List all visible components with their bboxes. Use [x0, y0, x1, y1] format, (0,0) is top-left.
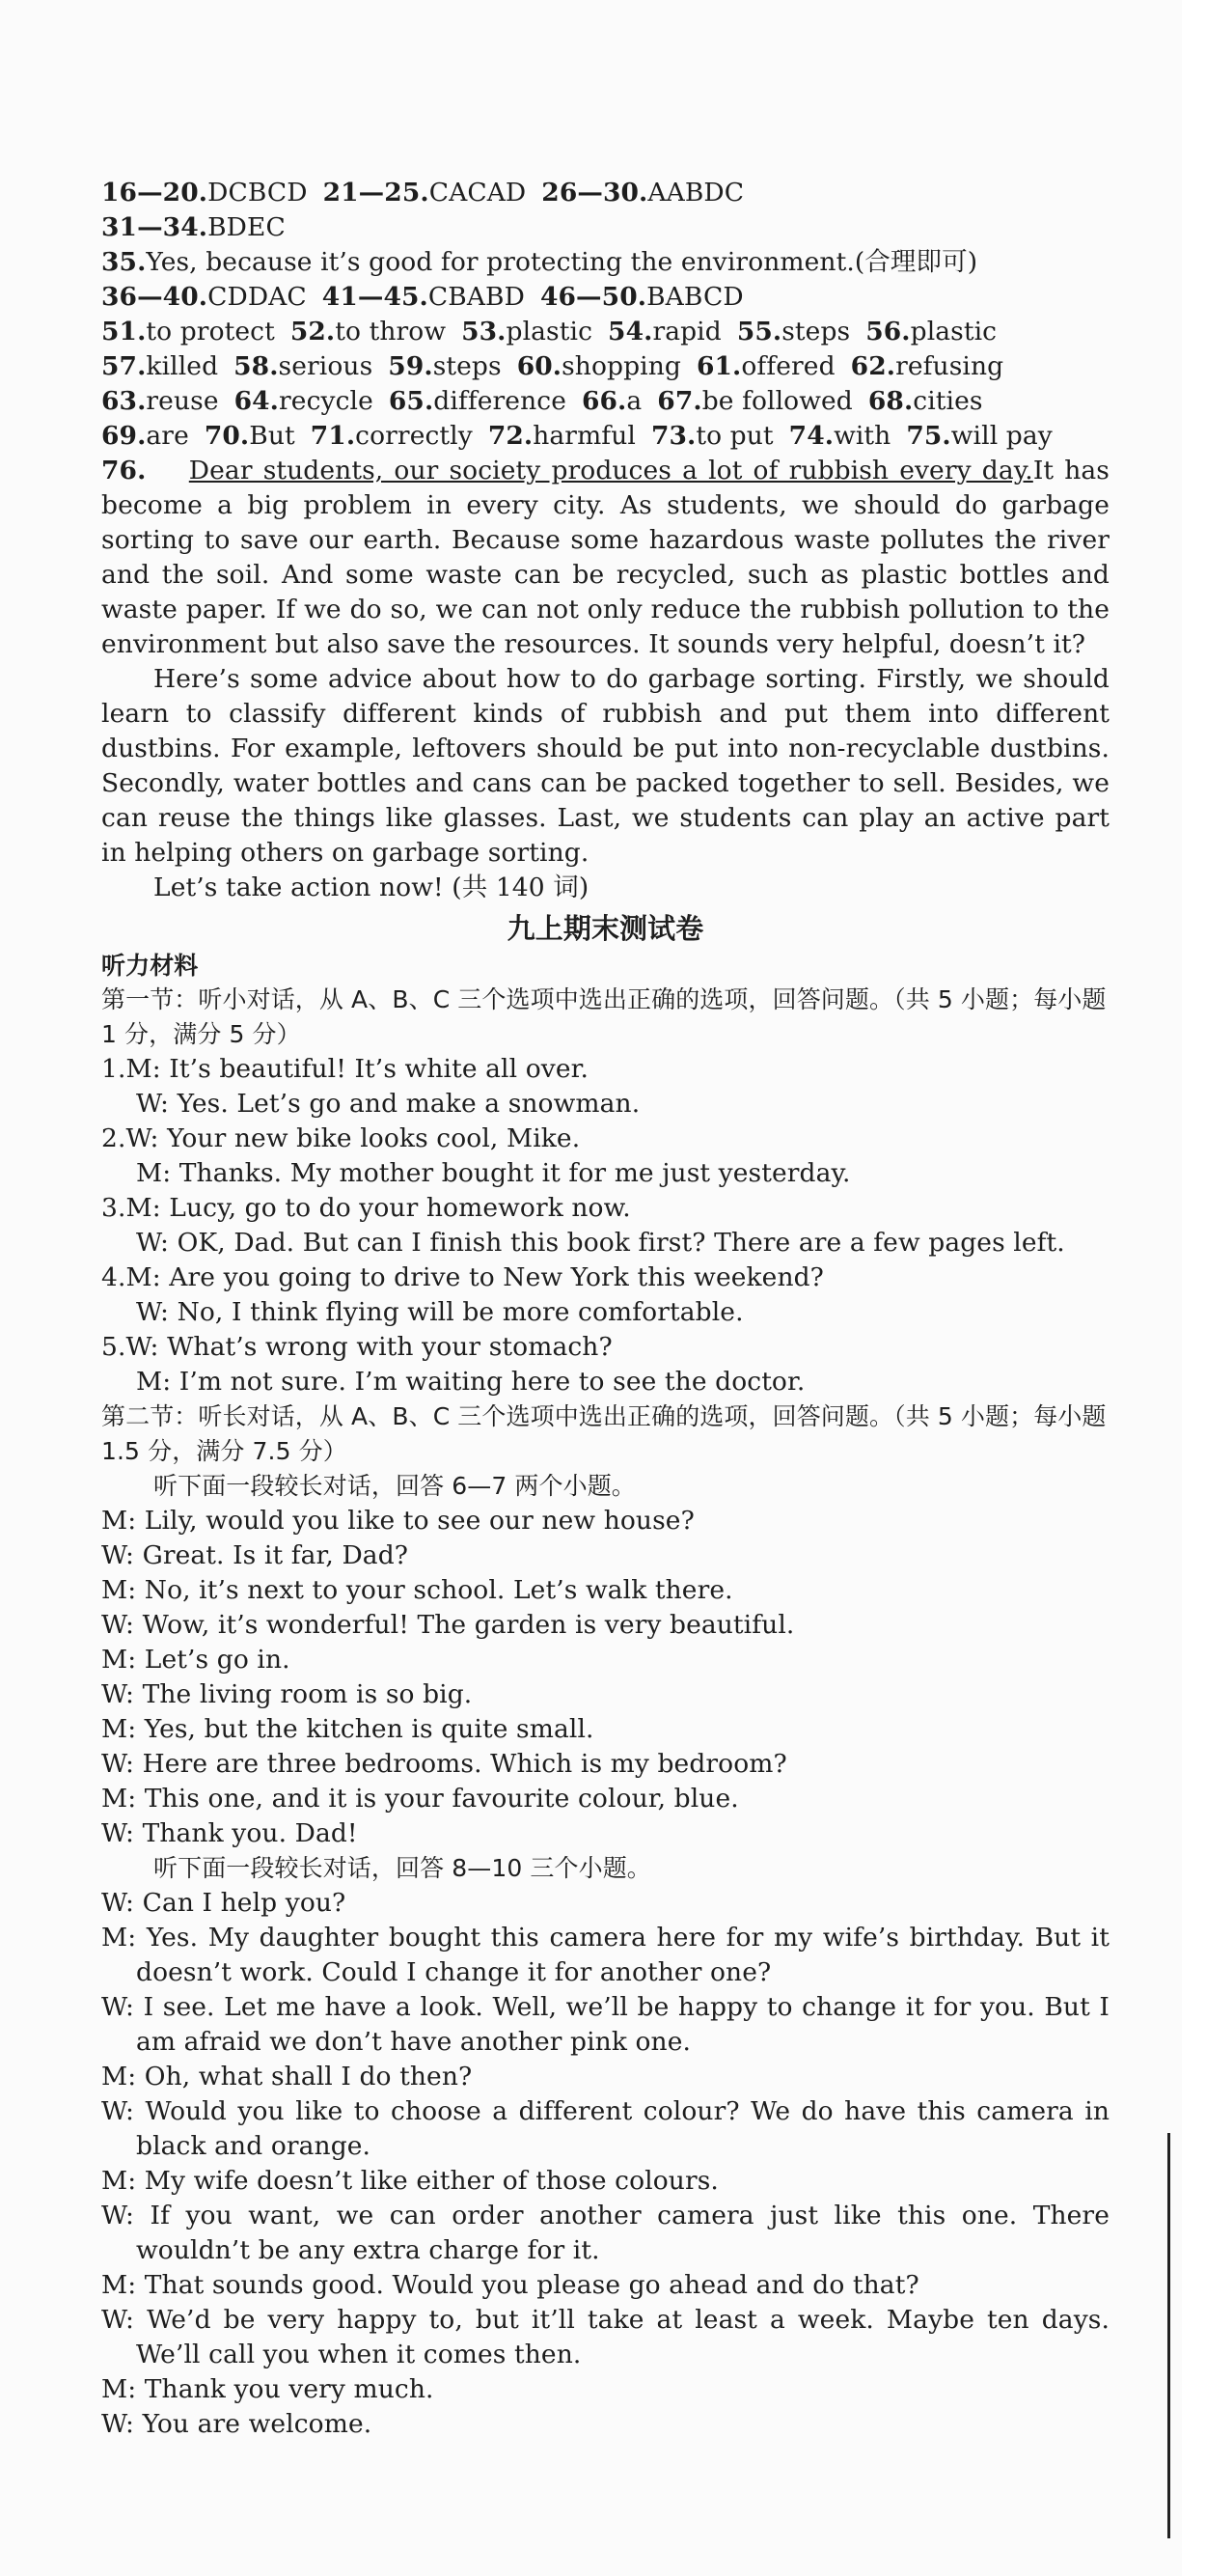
scan-edge-line: [1167, 2133, 1170, 2538]
answer-row: [101, 315, 1110, 349]
essay-paragraph-1: [101, 454, 1110, 662]
answer-value: DCBCD: [207, 178, 308, 208]
dialogue-line: M: I’m not sure. I’m waiting here to see the doctor.: [136, 1367, 806, 1397]
answer-number: 61.: [696, 351, 742, 381]
page-margin: [1182, 0, 1206, 2576]
answer-number: 70.: [204, 421, 250, 451]
answer-number: 65.: [388, 386, 434, 416]
answer-row: [101, 419, 1110, 454]
convo2-lines: [101, 1886, 1110, 2442]
answer-value: BABCD: [646, 282, 744, 312]
dialogue-line: M: Yes, but the kitchen is quite small.: [101, 1714, 594, 1744]
answer-number: 41—45.: [321, 282, 428, 312]
answer-item: [290, 317, 446, 346]
answer-number: 56.: [865, 317, 911, 346]
answer-row: [101, 210, 1110, 245]
answer-value: steps: [432, 351, 502, 381]
dialogue-line: M: Yes. My daughter bought this camera here for my wife’s birthday. But it doesn’t work. Could I change it for another one?: [101, 1923, 1110, 1987]
answer-item: [906, 421, 1052, 451]
answer-item: [389, 386, 566, 416]
answer-value: correctly: [355, 421, 473, 451]
answer-number: 36—40.: [101, 282, 208, 312]
answer-item: [657, 386, 853, 416]
section2-instruction: 第二节：听长对话，从 A、B、C 三个选项中选出正确的选项，回答问题。（共 5 小题；每小题 1.5 分，满分 7.5 分）: [101, 1402, 1107, 1465]
answer-number: 16—20.: [101, 178, 208, 208]
dialogue-line: M: No, it’s next to your school. Let’s walk there.: [101, 1575, 733, 1605]
answer-number: 71.: [310, 421, 356, 451]
answer-number: 52.: [289, 317, 336, 346]
dialogue-line: W: Thank you. Dad!: [101, 1818, 358, 1848]
answer-value: plastic: [910, 317, 998, 346]
dialogue-line: M: Thanks. My mother bought it for me just yesterday.: [136, 1158, 851, 1188]
answer-value: serious: [278, 351, 373, 381]
answer-value: a: [626, 386, 643, 416]
answer-item: [517, 351, 681, 381]
answer-number: 58.: [233, 351, 279, 381]
answer-value: difference: [433, 386, 566, 416]
answer-number: 64.: [233, 386, 280, 416]
answer-number: 55.: [736, 317, 782, 346]
section1-instruction: 第一节：听小对话，从 A、B、C 三个选项中选出正确的选项，回答问题。（共 5 小题；每小题 1 分，满分 5 分）: [101, 985, 1107, 1048]
dialogue-line: M: Oh, what shall I do then?: [101, 2062, 473, 2091]
answer-key: [101, 176, 1110, 454]
dialogue-line: M: Thank you very much.: [101, 2374, 434, 2404]
answer-value: with: [834, 421, 891, 451]
answer-number: 26—30.: [541, 178, 648, 208]
answer-item: [868, 386, 983, 416]
answer-row: [101, 280, 1110, 315]
answer-item: [789, 421, 891, 451]
dialogue-line: M: Let’s go in.: [101, 1645, 290, 1675]
dialogue-line: M: Lily, would you like to see our new house?: [101, 1506, 695, 1536]
dialogue-line: W: Wow, it’s wonderful! The garden is very beautiful.: [101, 1610, 795, 1640]
answer-item: [851, 351, 1004, 381]
dialogue-line: 3.M: Lucy, go to do your homework now.: [101, 1193, 631, 1223]
answer-item: [322, 282, 525, 312]
answer-value: recycle: [279, 386, 373, 416]
answer-value: will pay: [950, 421, 1053, 451]
answer-value: rapid: [652, 317, 722, 346]
dialogue-line: W: No, I think flying will be more comfortable.: [136, 1297, 744, 1327]
essay-number: 76.: [101, 456, 147, 485]
answer-item: [101, 317, 275, 346]
answer-number: 57.: [101, 351, 147, 381]
answer-number: 74.: [788, 421, 835, 451]
answer-value: But: [249, 421, 295, 451]
answer-item: [388, 351, 501, 381]
answer-value: steps: [781, 317, 851, 346]
answer-value: Yes, because it’s good for protecting the environment.(合理即可): [146, 247, 978, 277]
answer-number: 75.: [906, 421, 951, 451]
answer-item: [737, 317, 850, 346]
answer-item: [488, 421, 636, 451]
essay-underlined-opening: Dear students, our society produces a lot of rubbish every day.: [188, 456, 1033, 485]
answer-value: AABDC: [647, 178, 745, 208]
dialogue-line: W: OK, Dad. But can I finish this book first? There are a few pages left.: [136, 1228, 1065, 1258]
answer-number: 53.: [461, 317, 507, 346]
answer-value: shopping: [562, 351, 681, 381]
essay-paragraph-1-rest: It has become a big problem in every city. As students, we should do garbage sorting to save our earth. Because some hazardous waste pollutes the river and the soil. And some waste can be recycled, such as plastic bottles and waste paper. If we do so, we can not only reduce the rubbish pollution to the environment but also save the resources. It sounds very helpful, doesn’t it?: [101, 456, 1110, 659]
answer-item: [323, 178, 527, 208]
convo1-intro: 听下面一段较长对话，回答 6—7 两个小题。: [153, 1472, 636, 1500]
dialogue-line: W: You are welcome.: [101, 2409, 372, 2439]
answer-value: CBABD: [427, 282, 525, 312]
dialogue-line: W: Would you like to choose a different colour? We do have this camera in black and orange.: [101, 2096, 1110, 2161]
answer-item: [540, 282, 744, 312]
answer-value: BDEC: [207, 212, 286, 242]
answer-item: [311, 421, 473, 451]
dialogue-line: M: This one, and it is your favourite colour, blue.: [101, 1784, 739, 1814]
answer-item: [461, 317, 592, 346]
essay-paragraph-2: Here’s some advice about how to do garbage sorting. Firstly, we should learn to classify different kinds of rubbish and put them into different dustbins. For example, leftovers should be put into non-recyclable dustbins. Secondly, water bottles and cans can be packed together to sell. Besides, we can reuse the things like glasses. Last, we students can play an active part in helping others on garbage sorting.: [101, 664, 1110, 868]
answer-value: plastic: [506, 317, 593, 346]
answer-item: [608, 317, 722, 346]
convo2-intro: 听下面一段较长对话，回答 8—10 三个小题。: [153, 1854, 651, 1882]
answer-item: [697, 351, 836, 381]
dialogue-line: W: Here are three bedrooms. Which is my bedroom?: [101, 1749, 787, 1779]
answer-value: harmful: [533, 421, 636, 451]
answer-number: 62.: [850, 351, 896, 381]
answer-item: [101, 212, 286, 242]
answer-value: to put: [696, 421, 774, 451]
convo1-lines: [101, 1504, 1110, 1851]
answer-item: [101, 351, 218, 381]
answer-number: 46—50.: [539, 282, 647, 312]
answer-item: [205, 421, 295, 451]
answer-value: to protect: [146, 317, 275, 346]
answer-row: [101, 349, 1110, 384]
dialogue-line: M: My wife doesn’t like either of those colours.: [101, 2166, 719, 2196]
answer-number: 31—34.: [101, 212, 208, 242]
listening-heading: 听力材料: [101, 952, 199, 980]
dialogue-line: M: That sounds good. Would you please go ahead and do that?: [101, 2270, 919, 2300]
exam-title: 九上期末测试卷: [507, 912, 704, 945]
answer-number: 63.: [101, 386, 147, 416]
document-body: [101, 176, 1110, 2442]
answer-item: [101, 178, 308, 208]
answer-value: refusing: [895, 351, 1004, 381]
dialogue-line: W: Can I help you?: [101, 1888, 346, 1918]
answer-value: be followed: [701, 386, 853, 416]
answer-value: CACAD: [428, 178, 527, 208]
answer-row: [101, 176, 1110, 210]
answer-value: offered: [741, 351, 836, 381]
answer-item: [101, 282, 307, 312]
answer-number: 66.: [581, 386, 627, 416]
answer-number: 72.: [487, 421, 534, 451]
answer-value: CDDAC: [207, 282, 307, 312]
answer-number: 67.: [657, 386, 702, 416]
answer-item: [101, 247, 977, 277]
answer-value: reuse: [146, 386, 219, 416]
dialogue-line: 5.W: What’s wrong with your stomach?: [101, 1332, 613, 1362]
answer-number: 21—25.: [322, 178, 429, 208]
essay: [101, 454, 1110, 905]
dialogue-line: 4.M: Are you going to drive to New York this weekend?: [101, 1262, 824, 1292]
answer-number: 69.: [101, 421, 147, 451]
answer-value: are: [146, 421, 189, 451]
answer-item: [233, 351, 372, 381]
answer-value: killed: [146, 351, 219, 381]
dialogue-line: 1.M: It’s beautiful! It’s white all over.: [101, 1054, 589, 1084]
dialogue-line: W: If you want, we can order another camera just like this one. There wouldn’t be any extra charge for it.: [101, 2201, 1110, 2265]
answer-item: [582, 386, 642, 416]
answer-number: 35.: [101, 247, 147, 277]
dialogue-line: W: Yes. Let’s go and make a snowman.: [136, 1089, 641, 1119]
dialogue-line: W: The living room is so big.: [101, 1679, 473, 1709]
answer-item: [651, 421, 774, 451]
answer-value: cities: [913, 386, 983, 416]
essay-paragraph-3: Let’s take action now! (共 140 词): [153, 873, 589, 902]
section1-dialogues: [101, 1052, 1110, 1399]
dialogue-line: W: I see. Let me have a look. Well, we’ll be happy to change it for you. But I am afraid we don’t have another pink one.: [101, 1992, 1110, 2057]
answer-item: [865, 317, 997, 346]
answer-item: [101, 421, 189, 451]
answer-item: [234, 386, 373, 416]
answer-number: 60.: [516, 351, 562, 381]
dialogue-line: W: Great. Is it far, Dad?: [101, 1540, 409, 1570]
answer-number: 68.: [867, 386, 914, 416]
answer-number: 54.: [608, 317, 653, 346]
dialogue-line: 2.W: Your new bike looks cool, Mike.: [101, 1123, 581, 1153]
answer-number: 59.: [388, 351, 433, 381]
answer-item: [101, 386, 219, 416]
dialogue-line: W: We’d be very happy to, but it’ll take at least a week. Maybe ten days. We’ll call you when it comes then.: [101, 2305, 1110, 2369]
answer-value: to throw: [335, 317, 447, 346]
answer-number: 51.: [101, 317, 147, 346]
answer-item: [541, 178, 744, 208]
answer-row: [101, 245, 1110, 280]
answer-number: 73.: [650, 421, 697, 451]
answer-row: [101, 384, 1110, 419]
